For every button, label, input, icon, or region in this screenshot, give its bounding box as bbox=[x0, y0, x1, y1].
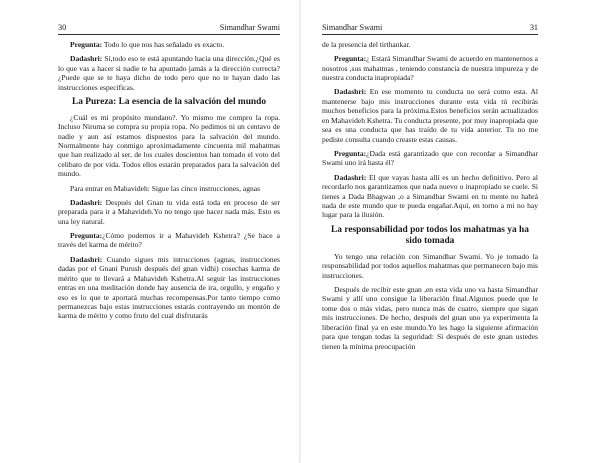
speaker-label: Pregunta: bbox=[70, 231, 103, 241]
speaker-label: Dadashri: bbox=[334, 172, 367, 182]
paragraph-text: ¿Cuál es mi propósito mundano?. Yo mismo me compro la ropa. Incluso Niruma se compra su propia ropa. No pedimos ni un centavo de nadie y aun así estamos dispuestos para la salvación del mundo. Normalmente hay conmigo aproximadamente cincuenta mil mahatmas que han realizado al ser, de los cuales doscientos han tomado el voto del celibato de por vida. Todos ellos estarán preparados para la salvación del mundo. bbox=[58, 112, 280, 179]
dialogue-paragraph bbox=[322, 54, 538, 82]
paragraph-text: ¿Cómo podemos ir a Mahavideh Kshetra? ¿Se hace a través del karma de mérito? bbox=[58, 231, 280, 250]
dialogue-paragraph bbox=[58, 40, 280, 49]
body-paragraph bbox=[322, 252, 538, 280]
paragraph-text: Después del Gnan tu vida está toda en proceso de ser preparada para ir a Mahavideh.Yo no tengo que hacer nada más. Esto es una ley natural. bbox=[58, 197, 280, 226]
dialogue-paragraph bbox=[58, 231, 280, 250]
paragraph-text: ¿Dada está garantizado que con recordar a Simandhar Swami uno irá hasta él? bbox=[322, 148, 538, 168]
speaker-label: Pregunta: bbox=[70, 40, 103, 49]
speaker-label: Dadashri: bbox=[70, 254, 103, 264]
speaker-label: Dadashri: bbox=[70, 197, 103, 207]
dialogue-paragraph bbox=[322, 87, 538, 144]
page-number: 30 bbox=[58, 23, 67, 32]
page-number: 31 bbox=[529, 23, 538, 32]
speaker-label: Pregunta: bbox=[334, 54, 367, 64]
section-heading: La responsabilidad por todos los mahatmas ya ha sido tomada bbox=[331, 224, 529, 246]
section-heading: La Pureza: La esencia de la salvación del mundo bbox=[71, 96, 267, 107]
right-page bbox=[300, 0, 600, 463]
page-header bbox=[322, 22, 538, 35]
page-body bbox=[58, 40, 280, 321]
paragraph-text: Yo tengo una relación con Simandhar Swami. Yo je tomado la responsabilidad por todos aquellos mahatmas que permanecen bajo mis instrucciones. bbox=[322, 251, 538, 280]
running-head: Simandhar Swami bbox=[219, 23, 280, 32]
paragraph-text: En ese momento tu conducta no será como esta. Al mantenerse bajo mis instrucciones durante esta vida tú recibirás muchos beneficios para la próxima.Estos beneficios serán actualizados en Mahavideh Kshetra. Tu conducta presente, por muy inapropiada que sea es una conducta que has traído de tu vida anterior. Tu no me pediste consulta cuando creaste estas causas. bbox=[322, 87, 538, 144]
paragraph-text: de la presencia del tirthankar. bbox=[322, 40, 411, 49]
paragraph-text: Para entrar en Mahavideh: Sigue las cinco instrucciones, agnas bbox=[70, 183, 261, 193]
paragraph-text: El que vayas hasta allí es un hecho definitivo. Pero al recordarlo nos garantizamos que nada nuevo o inapropiado se cuele. Si tienes a Dada Bhagwan ,o a Simandhar Swami en tu mente no habrá nada de este mundo que te pueda engañar.Aquí, en torno a mi no hay lugar para la ilusión. bbox=[322, 172, 538, 220]
dialogue-paragraph bbox=[322, 173, 538, 220]
body-paragraph bbox=[58, 113, 280, 179]
dialogue-paragraph bbox=[322, 149, 538, 168]
paragraph-text: Todo lo que nos has señalado es exacto. bbox=[102, 40, 225, 49]
speaker-label: Pregunta: bbox=[334, 148, 367, 158]
dialogue-paragraph bbox=[58, 198, 280, 226]
page-header bbox=[58, 22, 280, 35]
speaker-label: Dadashri: bbox=[70, 54, 103, 64]
body-paragraph bbox=[322, 285, 538, 351]
speaker-label: Dadashri: bbox=[334, 87, 367, 97]
paragraph-text: ¿ Estará Simandhar Swami de acuerdo en mantenernos a nosotros ,sus mahatmas , teniendo constancia de nuestra impureza y de nuestra conducta inapropiada? bbox=[322, 54, 538, 83]
body-paragraph bbox=[58, 184, 280, 193]
dialogue-paragraph bbox=[58, 255, 280, 321]
paragraph-text: Después de recibir este gnan ,en esta vida uno va hasta Simandhar Swami y allí uno consigue la liberación final.Algunos puede que le tome dos o más vidas, pero nunca más de cuatro, siempre que sigan mis instrucciones. De hecho, después del gnan uno ya experimenta la liberación final ya en este mundo.Yo les hago la siguiente afirmación para que tengan todas la seguridad: Si después de este gnan ustedes tienen la mínima preocupación bbox=[322, 284, 538, 351]
page-body bbox=[322, 40, 538, 351]
paragraph-text: Cuando sigues mis intrucciones (agnas, instrucciones dadas por el Gnani Purush después del gnan vidhi) cosechas karma de mérito que te llevará a Mahavideh Kshetra.Al seguir las instrucciones entras en una meditación donde hay ausencia de ira, orgullo, y engaño y eso es lo que te aportará muchas recompensas.Por tanto tiempo como permanezcas bajo estas instrucciones estarás contrayendo un montón de karma de mérito y como fruto del cual disfrutarás bbox=[58, 254, 280, 321]
paragraph-text: Sí,todo eso te está apuntando hacia una dirección.¿Qué es lo que vas a hacer si nadie te ha apuntado jamás a la dirección correcta? ¿Puede que se te haya dicho de todo pero que no te hayan dado las instrucciones específicas. bbox=[58, 54, 280, 92]
running-head: Simandhar Swami bbox=[322, 23, 383, 32]
dialogue-paragraph bbox=[58, 54, 280, 92]
body-paragraph bbox=[322, 40, 538, 49]
